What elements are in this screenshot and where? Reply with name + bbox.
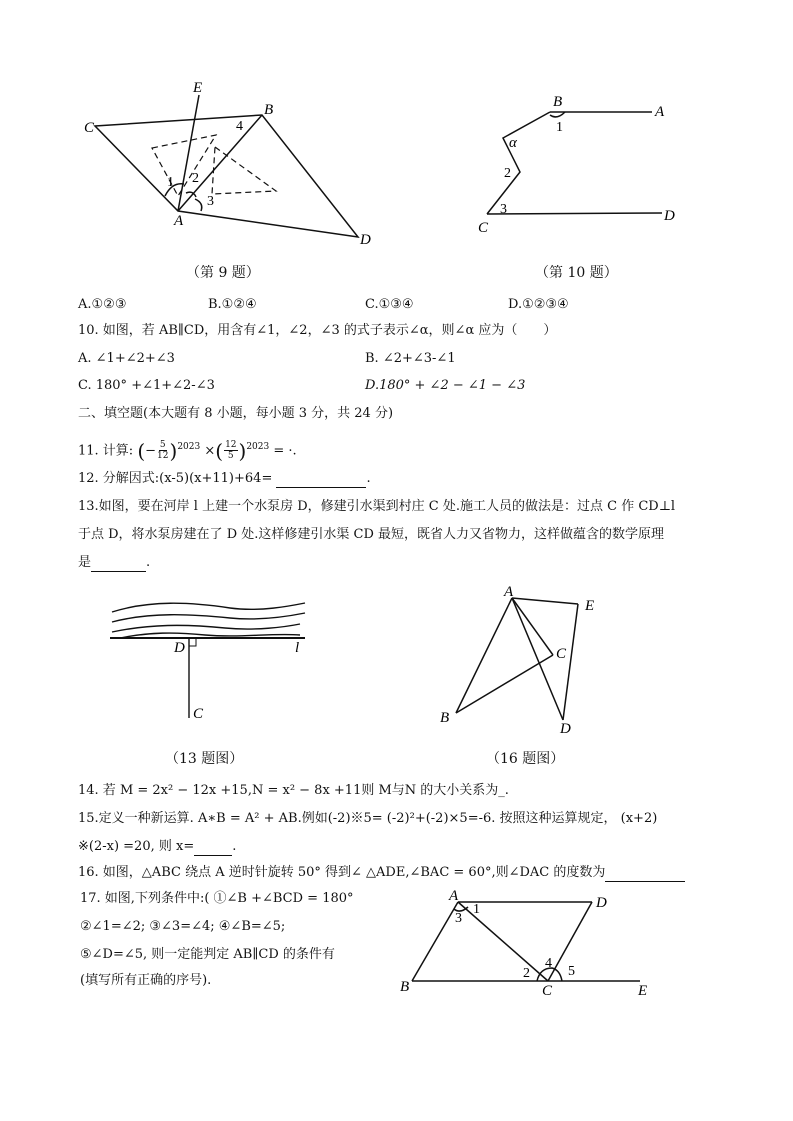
q9-label-d: D: [360, 232, 371, 248]
q17-line-ab: [412, 902, 458, 981]
q13-line-3: 是 .: [78, 555, 151, 570]
q10-option-c: C. 180° +∠1+∠2-∠3: [78, 378, 215, 393]
q9-label-1: 1: [167, 175, 174, 190]
q10-label-d: D: [664, 208, 675, 224]
q10-label-b: B: [553, 94, 563, 110]
q17-line-1: 17. 如图,下列条件中:( ①∠B +∠BCD = 180°: [80, 891, 354, 906]
q13-label-d: D: [174, 640, 185, 656]
q17-line-ac: [458, 902, 548, 981]
q17-line-2: ②∠1=∠2; ③∠3=∠4; ④∠B=∠5;: [80, 919, 286, 934]
q9-label-e: E: [193, 80, 203, 96]
q10-option-a: A. ∠1+∠2+∠3: [78, 351, 175, 366]
q11-exponent-1: 2023: [177, 442, 201, 452]
q10-label-3: 3: [500, 202, 507, 217]
q16-label-c: C: [556, 646, 567, 662]
q16-label-e: E: [585, 598, 595, 614]
q9-label-a: A: [174, 213, 184, 229]
q10-caption: （第 10 题）: [535, 265, 618, 281]
q16-label-a: A: [504, 584, 514, 600]
q16-label-d: D: [560, 721, 571, 737]
q13-caption: （13 题图）: [165, 751, 244, 767]
q10-stem: 10. 如图，若 AB∥CD，用含有∠1，∠2，∠3 的式子表示∠α，则∠α 应为（ ）: [78, 323, 557, 338]
q17-line-4: (填写所有正确的序号).: [80, 973, 212, 988]
q10-label-1: 1: [556, 120, 563, 135]
q10-option-b: B. ∠2+∠3-∠1: [365, 351, 456, 366]
q13-label-c: C: [193, 706, 204, 722]
q9-label-3: 3: [207, 194, 214, 209]
q17-label-5: 5: [568, 964, 575, 979]
q17-label-4: 4: [545, 956, 552, 971]
q9-option-d: D.①②③④: [508, 297, 569, 312]
q15-line-2: ※(2-x) =20, 则 x= .: [78, 839, 237, 854]
q13-label-l: l: [295, 640, 300, 656]
q12-text: 12. 分解因式:(x-5)(x+11)+64=: [78, 471, 273, 486]
q17-label-d: D: [596, 895, 607, 911]
q17-label-b: B: [400, 979, 410, 995]
q15-line-1: 15.定义一种新运算. A∗B = A² + AB.例如(-2)※5= (-2)²+(-2)×5=-6. 按照这种运算规定， (x+2): [78, 811, 658, 826]
q9-label-b: B: [264, 102, 274, 118]
q9-label-c: C: [84, 120, 95, 136]
q16-caption: （16 题图）: [486, 751, 565, 767]
q11: 11. 计算: (− $\frac{5}{12}$ )$^{2023}$ ×( $\frac{12}{5}$ )$^{2023}$ = ·.: [78, 438, 297, 463]
q12: 12. 分解因式:(x-5)(x+11)+64= .: [78, 471, 371, 486]
q11-fraction-2: $\frac{12}{5}$: [225, 440, 237, 462]
q17-label-2: 2: [523, 966, 530, 981]
q9-option-b: B.①②④: [208, 297, 257, 312]
q9-caption: （第 9 题）: [186, 265, 260, 281]
q10-option-d: D.180° + ∠2 − ∠1 − ∠3: [365, 378, 526, 393]
q17-label-1: 1: [473, 902, 480, 917]
q10-label-a: A: [655, 104, 665, 120]
q17-line-3: ⑤∠D=∠5, 则一定能判定 AB∥CD 的条件有: [80, 947, 335, 962]
q11-fraction-1: $\frac{5}{12}$: [157, 440, 169, 462]
q10-label-alpha: α: [509, 135, 517, 151]
q16-label-b: B: [440, 710, 450, 726]
q17-label-c: C: [542, 983, 553, 999]
q17-label-e: E: [638, 983, 648, 999]
q17-label-3: 3: [455, 911, 462, 926]
q16-text: 16. 如图，△ABC 绕点 A 逆时针旋转 50° 得到∠ △ADE,∠BAC = 60°,则∠DAC 的度数为: [78, 865, 606, 880]
q10-label-c: C: [478, 220, 489, 236]
q11-exponent-2: 2023: [246, 442, 270, 452]
q13-line-2: 于点 D，将水泵房建在了 D 处.这样修建引水渠 CD 最短，既省人力又省物力，这样做蕴含的数学原理: [78, 527, 665, 542]
q9-label-2: 2: [192, 171, 199, 186]
q13-line-1: 13.如图，要在河岸 l 上建一个水泵房 D，修建引水渠到村庄 C 处.施工人员的做法是：过点 C 作 CD⊥l: [78, 499, 676, 514]
q10-label-2: 2: [504, 166, 511, 181]
q9-option-c: C.①③④: [365, 297, 414, 312]
q9-label-4: 4: [236, 119, 243, 134]
q11-suffix: = ·.: [273, 443, 297, 459]
q17-label-a: A: [449, 888, 459, 904]
section-2-heading: 二、填空题(本大题有 8 小题，每小题 3 分，共 24 分): [78, 406, 394, 421]
q11-prefix: 11. 计算:: [78, 443, 134, 459]
q14-text: 14. 若 M = 2x² − 12x +15,N = x² − 8x +11则 M与N 的大小关系为_.: [78, 783, 509, 798]
q9-option-a: A.①②③: [78, 297, 127, 312]
